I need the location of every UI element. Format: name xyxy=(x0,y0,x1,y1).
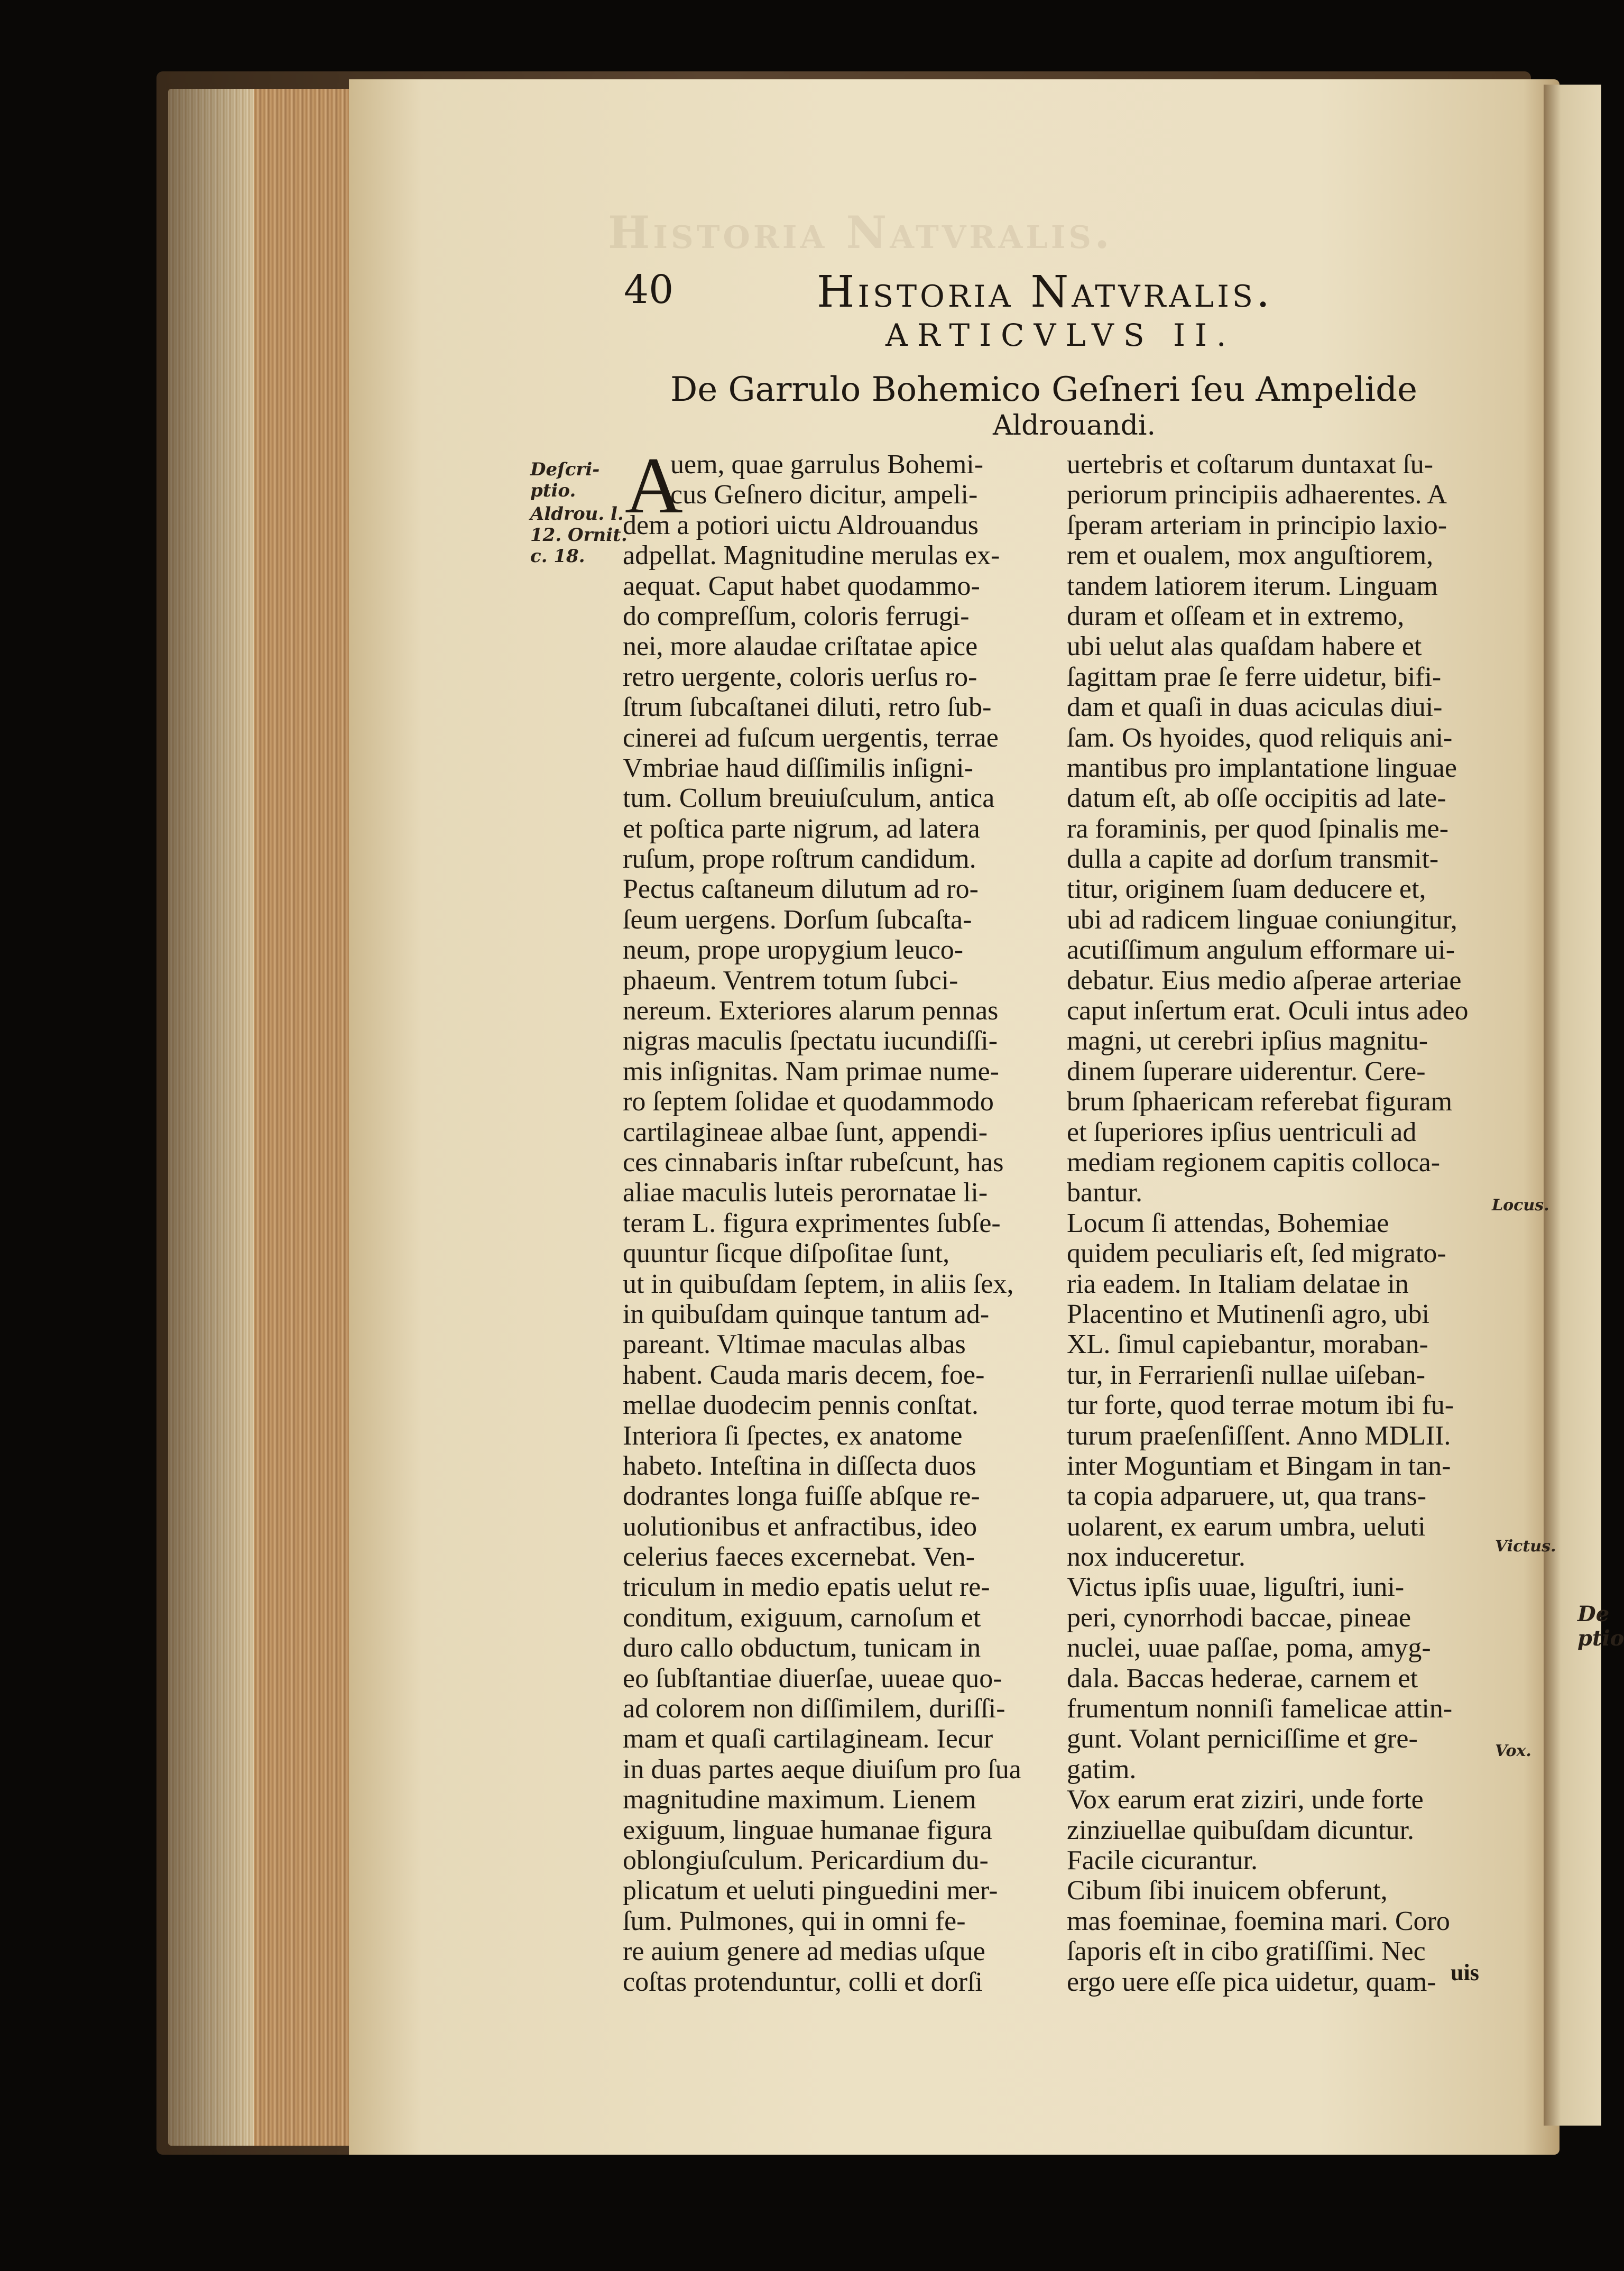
text-line: ra foraminis, per quod ſpinalis me- xyxy=(1067,813,1449,844)
text-line: magnitudine maximum. Lienem xyxy=(623,1785,976,1815)
right-text-column xyxy=(1067,449,1506,1997)
text-line: ta copia adparuere, ut, qua trans- xyxy=(1067,1481,1427,1512)
text-line: acutiſſimum angulum efformare ui- xyxy=(1067,935,1455,966)
text-line: Interiora ſi ſpectes, ex anatome xyxy=(623,1420,963,1451)
text-line: ergo uere eſſe pica uidetur, quam- xyxy=(1067,1966,1436,1997)
text-line: tandem latiorem iterum. Linguam xyxy=(1067,571,1438,601)
text-line: Cibum ſibi inuicem obferunt, xyxy=(1067,1875,1388,1906)
text-line: gatim. xyxy=(1067,1754,1137,1785)
text-line: rem et oualem, mox anguſtiorem, xyxy=(1067,540,1434,571)
text-line: habent. Cauda maris decem, foe- xyxy=(623,1359,985,1390)
text-line: uem, quae garrulus Bohemi- xyxy=(670,449,984,480)
text-line: do compreſſum, coloris ferrugi- xyxy=(623,601,970,631)
text-line: datum eſt, ab oſſe occipitis ad late- xyxy=(1067,783,1446,814)
text-line: uertebris et coſtarum duntaxat ſu- xyxy=(1067,449,1434,480)
text-line: aequat. Caput habet quodammo- xyxy=(623,571,980,601)
article-heading: ARTICVLVS II. xyxy=(885,317,1236,353)
text-line: cartilagineae albae ſunt, appendi- xyxy=(623,1117,988,1147)
text-line: exiguum, linguae humanae figura xyxy=(623,1815,992,1845)
text-line: mediam regionem capitis colloca- xyxy=(1067,1147,1441,1178)
text-line: ut in quibuſdam ſeptem, in aliis ſex, xyxy=(623,1268,1014,1299)
text-line: quuntur ſicque diſpoſitae ſunt, xyxy=(623,1238,950,1269)
text-line: duro callo obductum, tunicam in xyxy=(623,1633,981,1663)
text-line: uolutionibus et anfractibus, ideo xyxy=(623,1511,977,1542)
margin-note-line: 12. Ornit. xyxy=(530,525,628,546)
margin-note-victus: Victus. xyxy=(1495,1537,1556,1556)
text-line: ſaporis eſt in cibo gratiſſimi. Nec xyxy=(1067,1936,1426,1967)
text-line: ro ſeptem ſolidae et quodammodo xyxy=(623,1087,994,1117)
text-line: magni, ut cerebri ipſius magnitu- xyxy=(1067,1026,1428,1056)
running-title: Historia Natvralis. xyxy=(817,267,1274,317)
text-line: oblongiuſculum. Pericardium du- xyxy=(623,1845,989,1875)
margin-note-line: ptio. xyxy=(530,480,576,501)
text-line: Pectus caſtaneum dilutum ad ro- xyxy=(623,874,979,905)
text-line: tum. Collum breuiuſculum, antica xyxy=(623,783,995,814)
text-line: cus Geſnero dicitur, ampeli- xyxy=(670,480,978,510)
text-line: frumentum nonniſi famelicae attin- xyxy=(1067,1694,1453,1724)
text-line: nox induceretur. xyxy=(1067,1542,1245,1573)
text-line: habeto. Inteſtina in diſſecta duos xyxy=(623,1450,976,1481)
margin-note-line: Deſcri- xyxy=(530,459,600,480)
text-line: dulla a capite ad dorſum transmit- xyxy=(1067,844,1439,875)
text-line: ubi ad radicem linguae coniungitur, xyxy=(1067,904,1457,935)
text-line: duram et oſſeam et in extremo, xyxy=(1067,601,1405,631)
bleed-through: Historia Natvralis. xyxy=(608,206,1113,259)
text-line: caput inſertum erat. Oculi intus adeo xyxy=(1067,996,1469,1026)
text-line: Vmbriae haud diſſimilis inſigni- xyxy=(623,752,973,783)
margin-note-locus: Locus. xyxy=(1492,1196,1549,1215)
text-line: ces cinnabaris inſtar rubeſcunt, has xyxy=(623,1147,1004,1178)
text-line: in duas partes aeque diuiſum pro ſua xyxy=(623,1754,1021,1785)
text-line: ſeum uergens. Dorſum ſubcaſta- xyxy=(623,904,972,935)
text-line: phaeum. Ventrem totum ſubci- xyxy=(623,965,958,996)
text-line: Locum ſi attendas, Bohemiae xyxy=(1067,1208,1389,1238)
text-line: periorum principiis adhaerentes. A xyxy=(1067,480,1447,510)
text-line: et ſuperiores ipſius uentriculi ad xyxy=(1067,1117,1417,1147)
text-line: teram L. figura exprimentes ſubſe- xyxy=(623,1208,1001,1238)
text-line: retro uergente, coloris uerſus ro- xyxy=(623,661,977,692)
text-line: gunt. Volant perniciſſime et gre- xyxy=(1067,1724,1418,1754)
text-line: plicatum et ueluti pinguedini mer- xyxy=(623,1875,998,1906)
text-line: dem a potiori uictu Aldrouandus xyxy=(623,510,979,540)
text-line: mam et quaſi cartilagineam. Iecur xyxy=(623,1724,993,1754)
text-line: bantur. xyxy=(1067,1178,1142,1208)
text-line: et poſtica parte nigrum, ad latera xyxy=(623,813,980,844)
section-title: De Garrulo Bohemico Geſneri ſeu Ampelide xyxy=(670,370,1417,409)
text-line: peri, cynorrhodi baccae, pineae xyxy=(1067,1602,1411,1633)
facing-page-fragment: De xyxy=(1577,1602,1610,1626)
text-line: pareant. Vltimae maculas albas xyxy=(623,1329,966,1360)
text-line: nei, more alaudae criſtatae apice xyxy=(623,631,978,662)
text-line: mellae duodecim pennis conſtat. xyxy=(623,1390,979,1421)
text-line: Facile cicurantur. xyxy=(1067,1845,1258,1875)
margin-note-line: Aldrou. l. xyxy=(530,503,624,525)
text-line: in quibuſdam quinque tantum ad- xyxy=(623,1299,990,1329)
page-gutter xyxy=(254,89,359,2146)
text-line: neum, prope uropygium leuco- xyxy=(623,935,964,966)
margin-note-descriptio xyxy=(530,459,628,567)
text-line: debatur. Eius medio aſperae arteriae xyxy=(1067,965,1462,996)
text-line: mantibus pro implantatione linguae xyxy=(1067,752,1457,783)
margin-note-vox: Vox. xyxy=(1495,1742,1531,1760)
text-line: quidem peculiaris eſt, ſed migrato- xyxy=(1067,1238,1446,1269)
drop-capital: A xyxy=(625,441,683,530)
left-text-column xyxy=(623,441,1056,1997)
text-line: ruſum, prope roſtrum candidum. xyxy=(623,844,976,875)
text-line: adpellat. Magnitudine merulas ex- xyxy=(623,540,1000,571)
text-line: Victus ipſis uuae, liguſtri, iuni- xyxy=(1067,1572,1405,1603)
text-line: nigras maculis ſpectatu iucundiſſi- xyxy=(623,1026,998,1056)
text-line: dala. Baccas hederae, carnem et xyxy=(1067,1663,1418,1694)
text-line: aliae maculis luteis perornatae li- xyxy=(623,1178,988,1208)
text-line: ſperam arteriam in principio laxio- xyxy=(1067,510,1447,540)
facing-page-edge xyxy=(1544,85,1624,2126)
text-line: tur, in Ferrarienſi nullae uiſeban- xyxy=(1067,1359,1426,1390)
edge-shadow xyxy=(168,89,253,2146)
text-line: nuclei, uuae paſſae, poma, amyg- xyxy=(1067,1633,1431,1663)
text-line: mis inſignitas. Nam primae nume- xyxy=(623,1056,999,1087)
section-title-continued: Aldrouandi. xyxy=(993,410,1156,442)
text-line: eo ſubſtantiae diuerſae, uueae quo- xyxy=(623,1663,1002,1694)
text-line: celerius faeces excernebat. Ven- xyxy=(623,1542,975,1573)
facing-page-fragment: ptio xyxy=(1577,1626,1624,1651)
catchword: uis xyxy=(1451,1960,1479,1985)
text-line: inter Moguntiam et Bingam in tan- xyxy=(1067,1450,1451,1481)
text-line: brum ſphaericam referebat figuram xyxy=(1067,1087,1453,1117)
text-line: Placentino et Mutinenſi agro, ubi xyxy=(1067,1299,1429,1329)
text-line: dinem ſuperare uiderentur. Cere- xyxy=(1067,1056,1426,1087)
text-line: dam et quaſi in duas aciculas diui- xyxy=(1067,692,1443,723)
text-line: re auium genere ad medias uſque xyxy=(623,1936,985,1967)
text-line: ubi uelut alas quaſdam habere et xyxy=(1067,631,1422,662)
text-line: Vox earum erat ziziri, unde forte xyxy=(1067,1785,1424,1815)
text-line: ria eadem. In Italiam delatae in xyxy=(1067,1268,1409,1299)
text-line: nereum. Exteriores alarum pennas xyxy=(623,996,999,1026)
text-line: zinziuellae quibuſdam dicuntur. xyxy=(1067,1815,1415,1845)
text-line: dodrantes longa fuiſſe abſque re- xyxy=(623,1481,980,1512)
text-line: ſtrum ſubcaſtanei diluti, retro ſub- xyxy=(623,692,992,723)
text-line: titur, originem ſuam deducere et, xyxy=(1067,874,1426,905)
text-line: cinerei ad fuſcum uergentis, terrae xyxy=(623,722,999,753)
margin-note-line: c. 18. xyxy=(530,546,585,567)
page-number: 40 xyxy=(624,267,674,312)
text-line: coſtas protenduntur, colli et dorſi xyxy=(623,1966,983,1997)
text-line: triculum in medio epatis uelut re- xyxy=(623,1572,990,1603)
text-line: conditum, exiguum, carnoſum et xyxy=(623,1602,981,1633)
text-line: turum praeſenſiſſent. Anno MDLII. xyxy=(1067,1420,1451,1451)
text-line: ſum. Pulmones, qui in omni fe- xyxy=(623,1906,966,1936)
text-line: ſam. Os hyoides, quod reliquis ani- xyxy=(1067,722,1453,753)
text-line: ad colorem non diſſimilem, duriſſi- xyxy=(623,1694,1005,1724)
text-line: mas foeminae, foemina mari. Coro xyxy=(1067,1906,1450,1936)
text-line: ſagittam prae ſe ferre uidetur, bifi- xyxy=(1067,661,1442,692)
text-line: tur forte, quod terrae motum ibi fu- xyxy=(1067,1390,1454,1421)
text-line: XL. ſimul capiebantur, moraban- xyxy=(1067,1329,1428,1360)
text-line: uolarent, ex earum umbra, ueluti xyxy=(1067,1511,1426,1542)
